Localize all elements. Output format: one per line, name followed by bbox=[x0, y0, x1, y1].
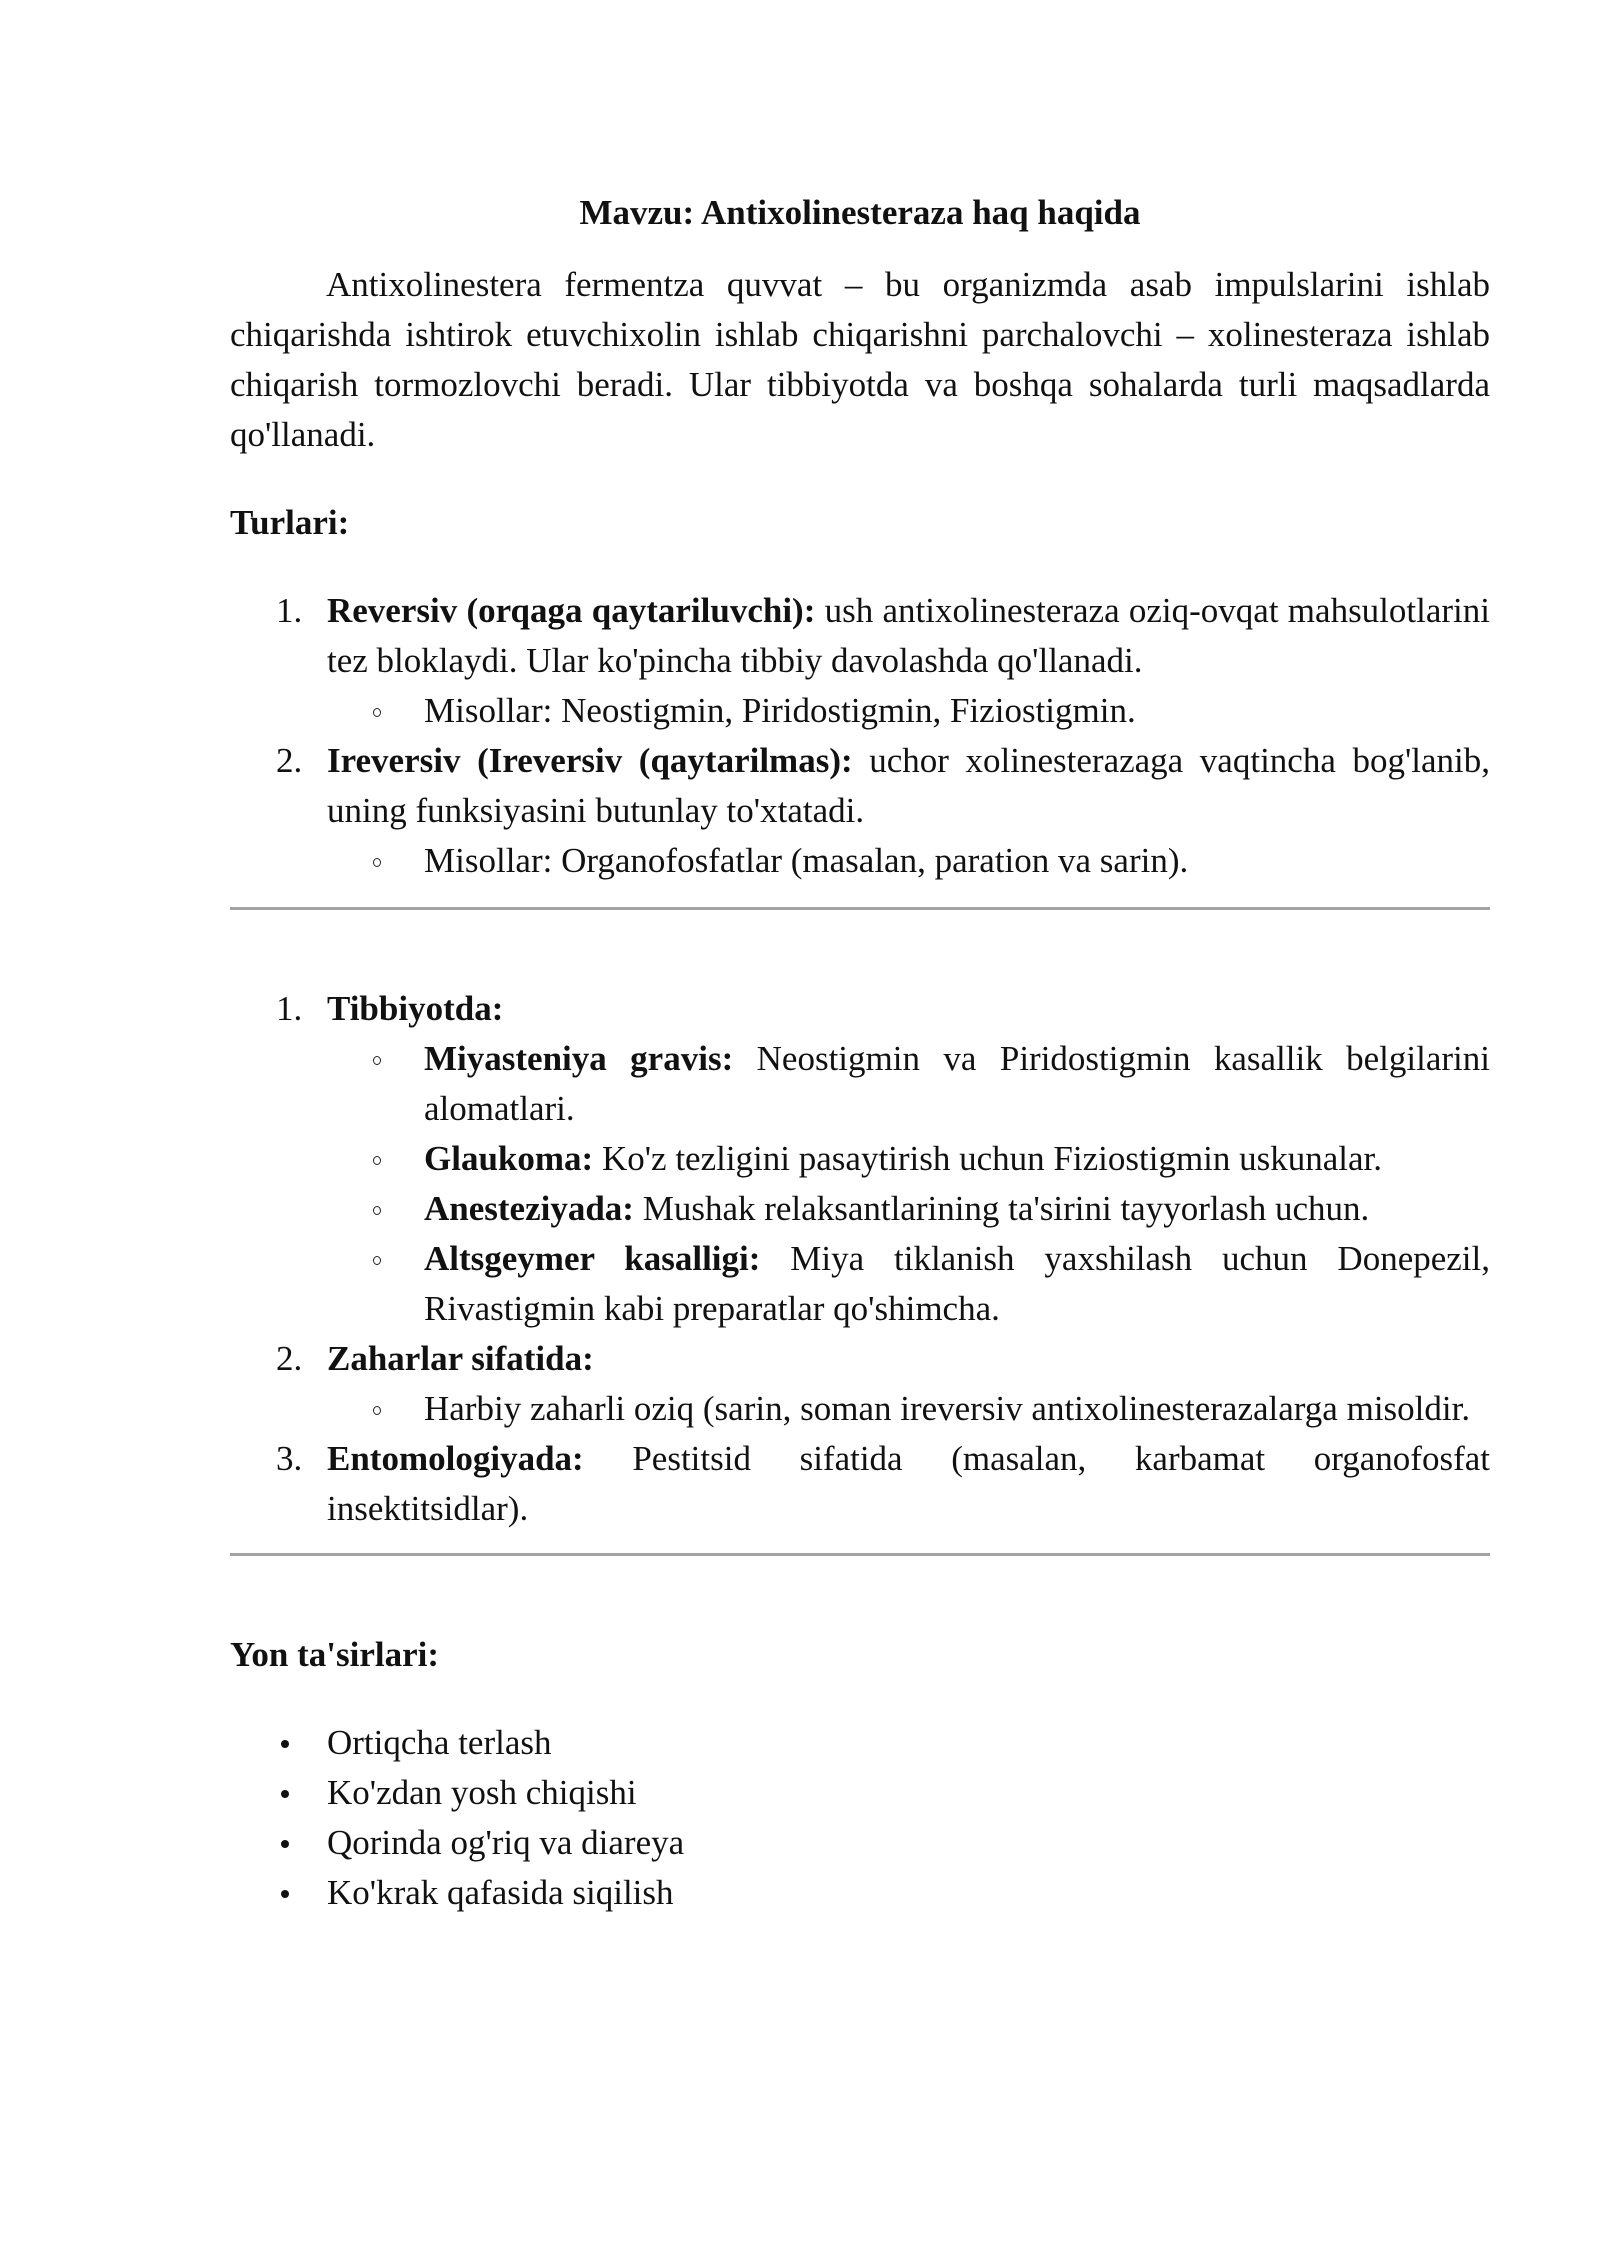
bullet-icon bbox=[281, 1840, 289, 1848]
list-item bbox=[230, 1868, 1490, 1918]
sub-item bbox=[327, 1184, 1490, 1234]
side-effect-text: Ko'zdan yosh chiqishi bbox=[327, 1773, 637, 1812]
uses-item-medicine bbox=[230, 984, 1490, 1334]
document-title: Mavzu: Antixolinesteraza haq haqida bbox=[579, 193, 1141, 232]
types-item-irreversible bbox=[230, 736, 1490, 886]
hollow-bullet-icon bbox=[373, 1256, 381, 1265]
hollow-bullet-icon bbox=[373, 858, 381, 867]
type-text: ush antixolinesteraza oziq-ovqat mahsulotlarini tez bloklaydi. Ular ko'pincha tibbiy davolashda qo'llanadi. bbox=[327, 591, 1490, 680]
sub-item bbox=[327, 1384, 1490, 1434]
hollow-bullet-icon bbox=[373, 1056, 381, 1065]
type-text: uchor xolinesterazaga vaqtincha bog'lanib, uning funksiyasini butunlay to'xtatadi. bbox=[327, 741, 1490, 830]
types-heading: Turlari: bbox=[230, 503, 350, 542]
side-effect-text: Ko'krak qafasida siqilish bbox=[327, 1873, 674, 1912]
sub-lead: Miyasteniya gravis: bbox=[424, 1039, 734, 1078]
uses-item-poisons bbox=[230, 1334, 1490, 1434]
example-text: Misollar: Neostigmin, Piridostigmin, Fiziostigmin. bbox=[424, 691, 1136, 730]
sub-item bbox=[327, 1134, 1490, 1184]
medicine-sublist bbox=[327, 1034, 1490, 1334]
horizontal-divider bbox=[230, 1553, 1490, 1556]
hollow-bullet-icon bbox=[373, 1206, 381, 1215]
poisons-sublist bbox=[327, 1384, 1490, 1434]
side-effect-text: Qorinda og'riq va diareya bbox=[327, 1823, 685, 1862]
example-item bbox=[327, 686, 1490, 736]
sub-item bbox=[327, 1234, 1490, 1334]
side-effects-list bbox=[230, 1718, 1490, 1918]
sub-text: Harbiy zaharli oziq (sarin, soman ireversiv antixolinesterazalarga misoldir. bbox=[424, 1389, 1471, 1428]
list-item bbox=[230, 1818, 1490, 1868]
example-text: Misollar: Organofosfatlar (masalan, paration va sarin). bbox=[424, 841, 1189, 880]
sub-lead: Glaukoma: bbox=[424, 1139, 594, 1178]
use-lead: Tibbiyotda: bbox=[327, 989, 504, 1028]
horizontal-divider bbox=[230, 907, 1490, 910]
bullet-icon bbox=[281, 1790, 289, 1798]
sub-text: Neostigmin va Piridostigmin kasallik belgilarini alomatlari. bbox=[424, 1039, 1490, 1128]
sub-text: Mushak relaksantlarining ta'sirini tayyorlash uchun. bbox=[633, 1189, 1370, 1228]
list-item bbox=[230, 1768, 1490, 1818]
hollow-bullet-icon bbox=[373, 1406, 381, 1415]
sub-text: Ko'z tezligini pasaytirish uchun Fiziostigmin uskunalar. bbox=[593, 1139, 1383, 1178]
sub-lead: Anesteziyada: bbox=[424, 1189, 634, 1228]
examples-list bbox=[327, 686, 1490, 736]
types-list bbox=[230, 586, 1490, 886]
list-number: 2. bbox=[276, 741, 303, 780]
side-effect-text: Ortiqcha terlash bbox=[327, 1723, 552, 1762]
uses-list bbox=[230, 984, 1490, 1534]
intro-paragraph: Antixolinestera fermentza quvvat – bu organizmda asab impulslarini ishlab chiqarishda ishtirok etuvchixolin ishlab chiqarishni parchalovchi – xolinesteraza ishlab chiqarish tormozlovchi beradi. Ular tibbiyotda va boshqa sohalarda turli maqsadlarda qo'llanadi. bbox=[230, 265, 1490, 454]
sub-text: Miya tiklanish yaxshilash uchun Donepezil, Rivastigmin kabi preparatlar qo'shimcha. bbox=[424, 1239, 1490, 1328]
side-effects-heading: Yon ta'sirlari: bbox=[230, 1635, 440, 1674]
sub-item bbox=[327, 1034, 1490, 1134]
list-number: 3. bbox=[276, 1439, 303, 1478]
document-page bbox=[230, 188, 1490, 1918]
use-lead: Entomologiyada: bbox=[327, 1439, 584, 1478]
hollow-bullet-icon bbox=[373, 708, 381, 717]
use-text: Pestitsid sifatida (masalan, karbamat organofosfat insektitsidlar). bbox=[327, 1439, 1490, 1528]
bullet-icon bbox=[281, 1740, 289, 1748]
type-lead: Ireversiv (Ireversiv (qaytarilmas): bbox=[327, 741, 853, 780]
list-number: 1. bbox=[276, 989, 303, 1028]
list-number: 1. bbox=[276, 591, 303, 630]
uses-item-entomology bbox=[230, 1434, 1490, 1534]
examples-list bbox=[327, 836, 1490, 886]
types-item-reversible bbox=[230, 586, 1490, 736]
bullet-icon bbox=[281, 1890, 289, 1898]
sub-lead: Altsgeymer kasalligi: bbox=[424, 1239, 761, 1278]
hollow-bullet-icon bbox=[373, 1156, 381, 1165]
list-item bbox=[230, 1718, 1490, 1768]
example-item bbox=[327, 836, 1490, 886]
list-number: 2. bbox=[276, 1339, 303, 1378]
type-lead: Reversiv (orqaga qaytariluvchi): bbox=[327, 591, 816, 630]
use-lead: Zaharlar sifatida: bbox=[327, 1339, 594, 1378]
